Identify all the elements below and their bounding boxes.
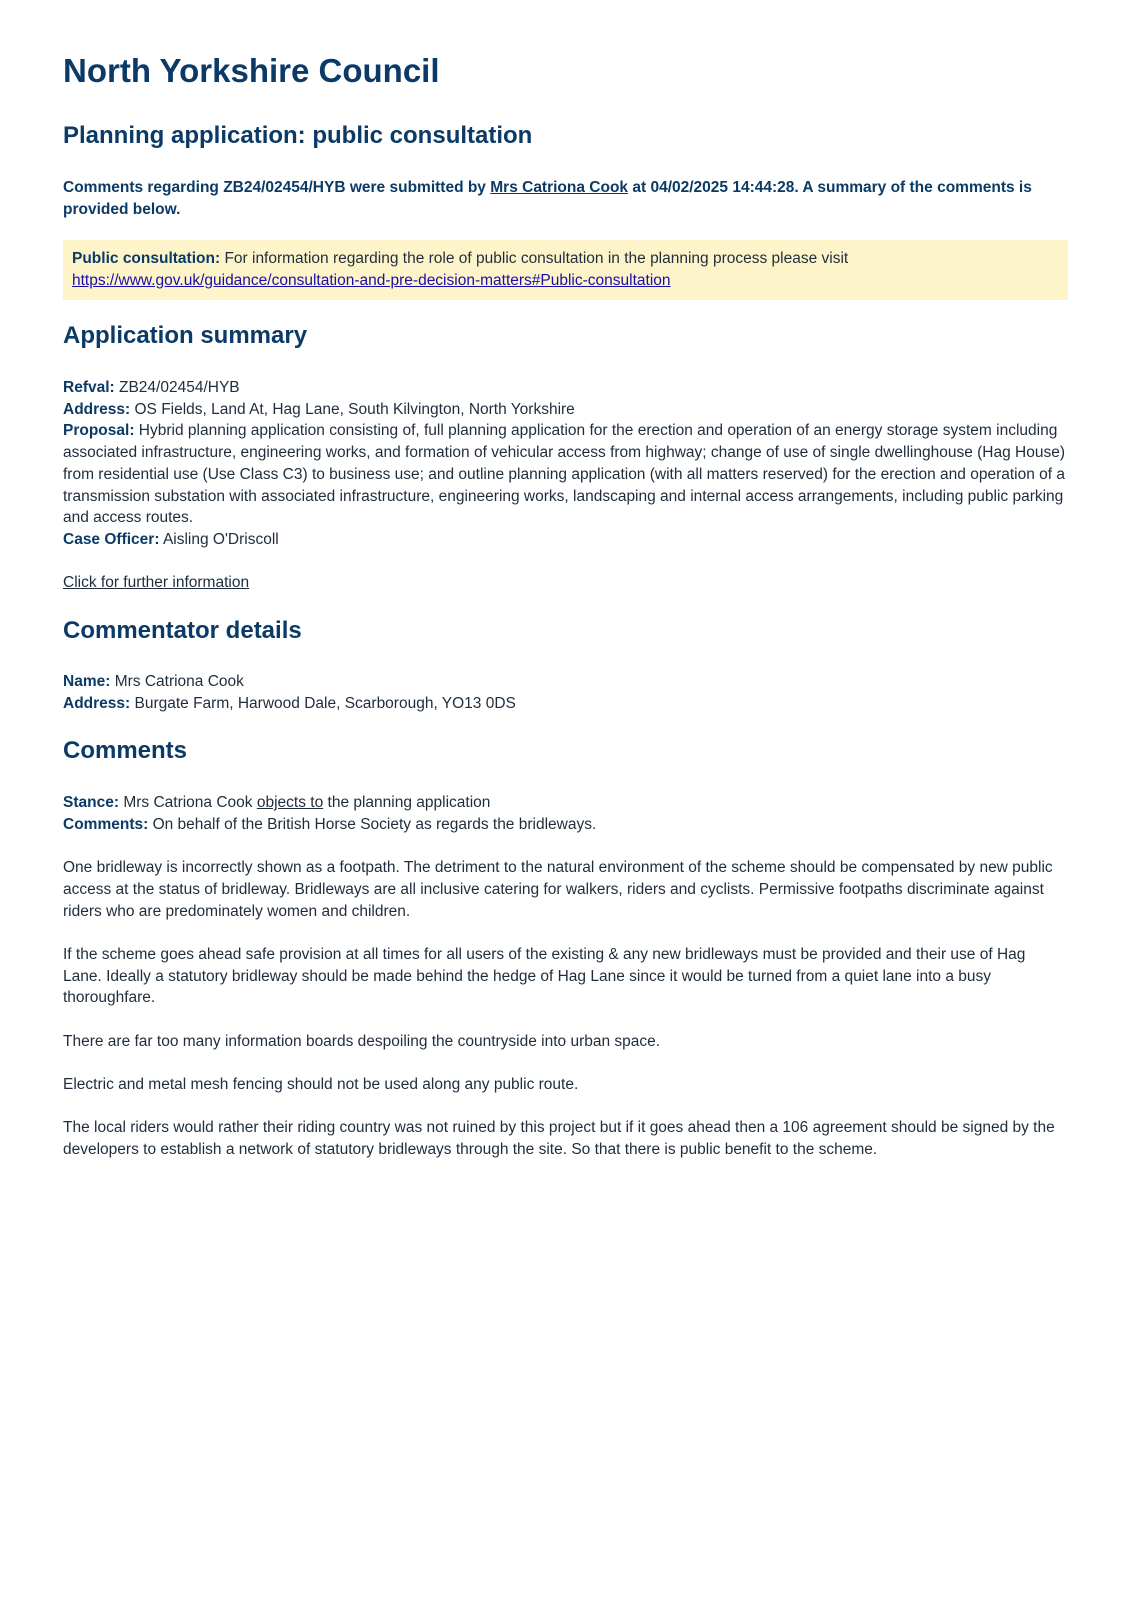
commentator-name-value: Mrs Catriona Cook: [114, 673, 244, 690]
comments-label: Comments:: [63, 815, 149, 833]
application-summary-heading: Application summary: [63, 322, 308, 349]
comment-paragraph: One bridleway is incorrectly shown as a footpath. The detriment to the natural environment of the scheme should be compensated by new public access at the status of bridleway. Bridleways are all inclusive catering for walkers, riders and cyclists. Permissive footpaths discriminate against riders who are predominately women and children.: [63, 859, 1053, 920]
address-row: [63, 399, 1068, 421]
stance-rest: the planning application: [327, 794, 491, 811]
notice-label: Public consultation:: [72, 250, 221, 267]
commentator-details: [63, 671, 1068, 714]
comment-paragraph: Electric and metal mesh fencing should not be used along any public route.: [63, 1076, 579, 1094]
consultation-guidance-link[interactable]: https://www.gov.uk/guidance/consultation-and-pre-decision-matters#Public-consultation: [72, 271, 671, 289]
commentator-name-label: Name:: [63, 673, 111, 690]
refval-row: [63, 377, 1068, 399]
proposal-value: Hybrid planning application consisting of, full planning application for the erection and operation of an energy storage system including associated infrastructure, engineering works, and formation of vehicular access from highway; change of use of single dwellinghouse (Hag House) from residential use (Use Class C3) to business use; and outline planning application (with all matters reserved) for the erection and operation of a transmission substation with associated infrastructure, engineering works, landscaping and internal access arrangements, including public parking and access routes.: [63, 422, 1066, 527]
comment-paragraph: The local riders would rather their riding country was not ruined by this project but if it goes ahead then a 106 agreement should be signed by the developers to establish a network of statutory bridleways through the site. So that there is public benefit to the scheme.: [63, 1119, 1055, 1159]
proposal-label: Proposal:: [63, 422, 135, 440]
address-value: OS Fields, Land At, Hag Lane, South Kilvington, North Yorkshire: [134, 400, 575, 418]
refval-value: ZB24/02454/HYB: [119, 379, 240, 396]
case-officer-row: [63, 529, 1068, 551]
page-subtitle: Planning application: public consultation: [63, 122, 533, 149]
commentator-name-row: [63, 671, 1068, 693]
stance-name: Mrs Catriona Cook: [123, 794, 253, 811]
public-consultation-notice: [63, 240, 1068, 300]
comments-heading: Comments: [63, 737, 188, 764]
address-label: Address:: [63, 400, 131, 418]
intro-prefix: Comments regarding ZB24/02454/HYB were submitted by: [63, 179, 486, 196]
comment-paragraph: If the scheme goes ahead safe provision at all times for all users of the existing & any new bridleways must be provided and their use of Hag Lane. Ideally a statutory bridleway should be made behind the hedge of Hag Lane since it would be turned from a quiet lane into a busy thoroughfare.: [63, 945, 1026, 1007]
commentator-address-label: Address:: [63, 694, 131, 712]
stance-verb: objects to: [256, 794, 324, 811]
refval-label: Refval:: [63, 379, 115, 396]
council-title: North Yorkshire Council: [63, 52, 440, 89]
further-information-link[interactable]: Click for further information: [63, 574, 250, 591]
comments-first-row: [63, 814, 1068, 836]
intro-suffix: at 04/02/2025 14:44:28. A summary of the comments is provided below.: [63, 179, 1032, 218]
application-summary: [63, 377, 1068, 551]
commentator-address-value: Burgate Farm, Harwood Dale, Scarborough, YO13 0DS: [134, 694, 516, 712]
comment-paragraph: There are far too many information boards despoiling the countryside into urban space.: [63, 1032, 661, 1050]
commentator-address-row: [63, 693, 1068, 715]
stance-row: [63, 792, 1068, 814]
proposal-row: [63, 420, 1068, 529]
commentator-details-heading: Commentator details: [63, 617, 302, 644]
notice-text: For information regarding the role of public consultation in the planning process please visit: [224, 250, 849, 267]
intro-paragraph: [63, 177, 1068, 220]
comments-first-line: On behalf of the British Horse Society as regards the bridleways.: [152, 815, 597, 833]
comments-section: [63, 792, 1068, 1161]
case-officer-value: Aisling O'Driscoll: [162, 530, 279, 548]
author-link[interactable]: Mrs Catriona Cook: [490, 179, 629, 196]
case-officer-label: Case Officer:: [63, 530, 160, 548]
stance-label: Stance:: [63, 794, 119, 811]
